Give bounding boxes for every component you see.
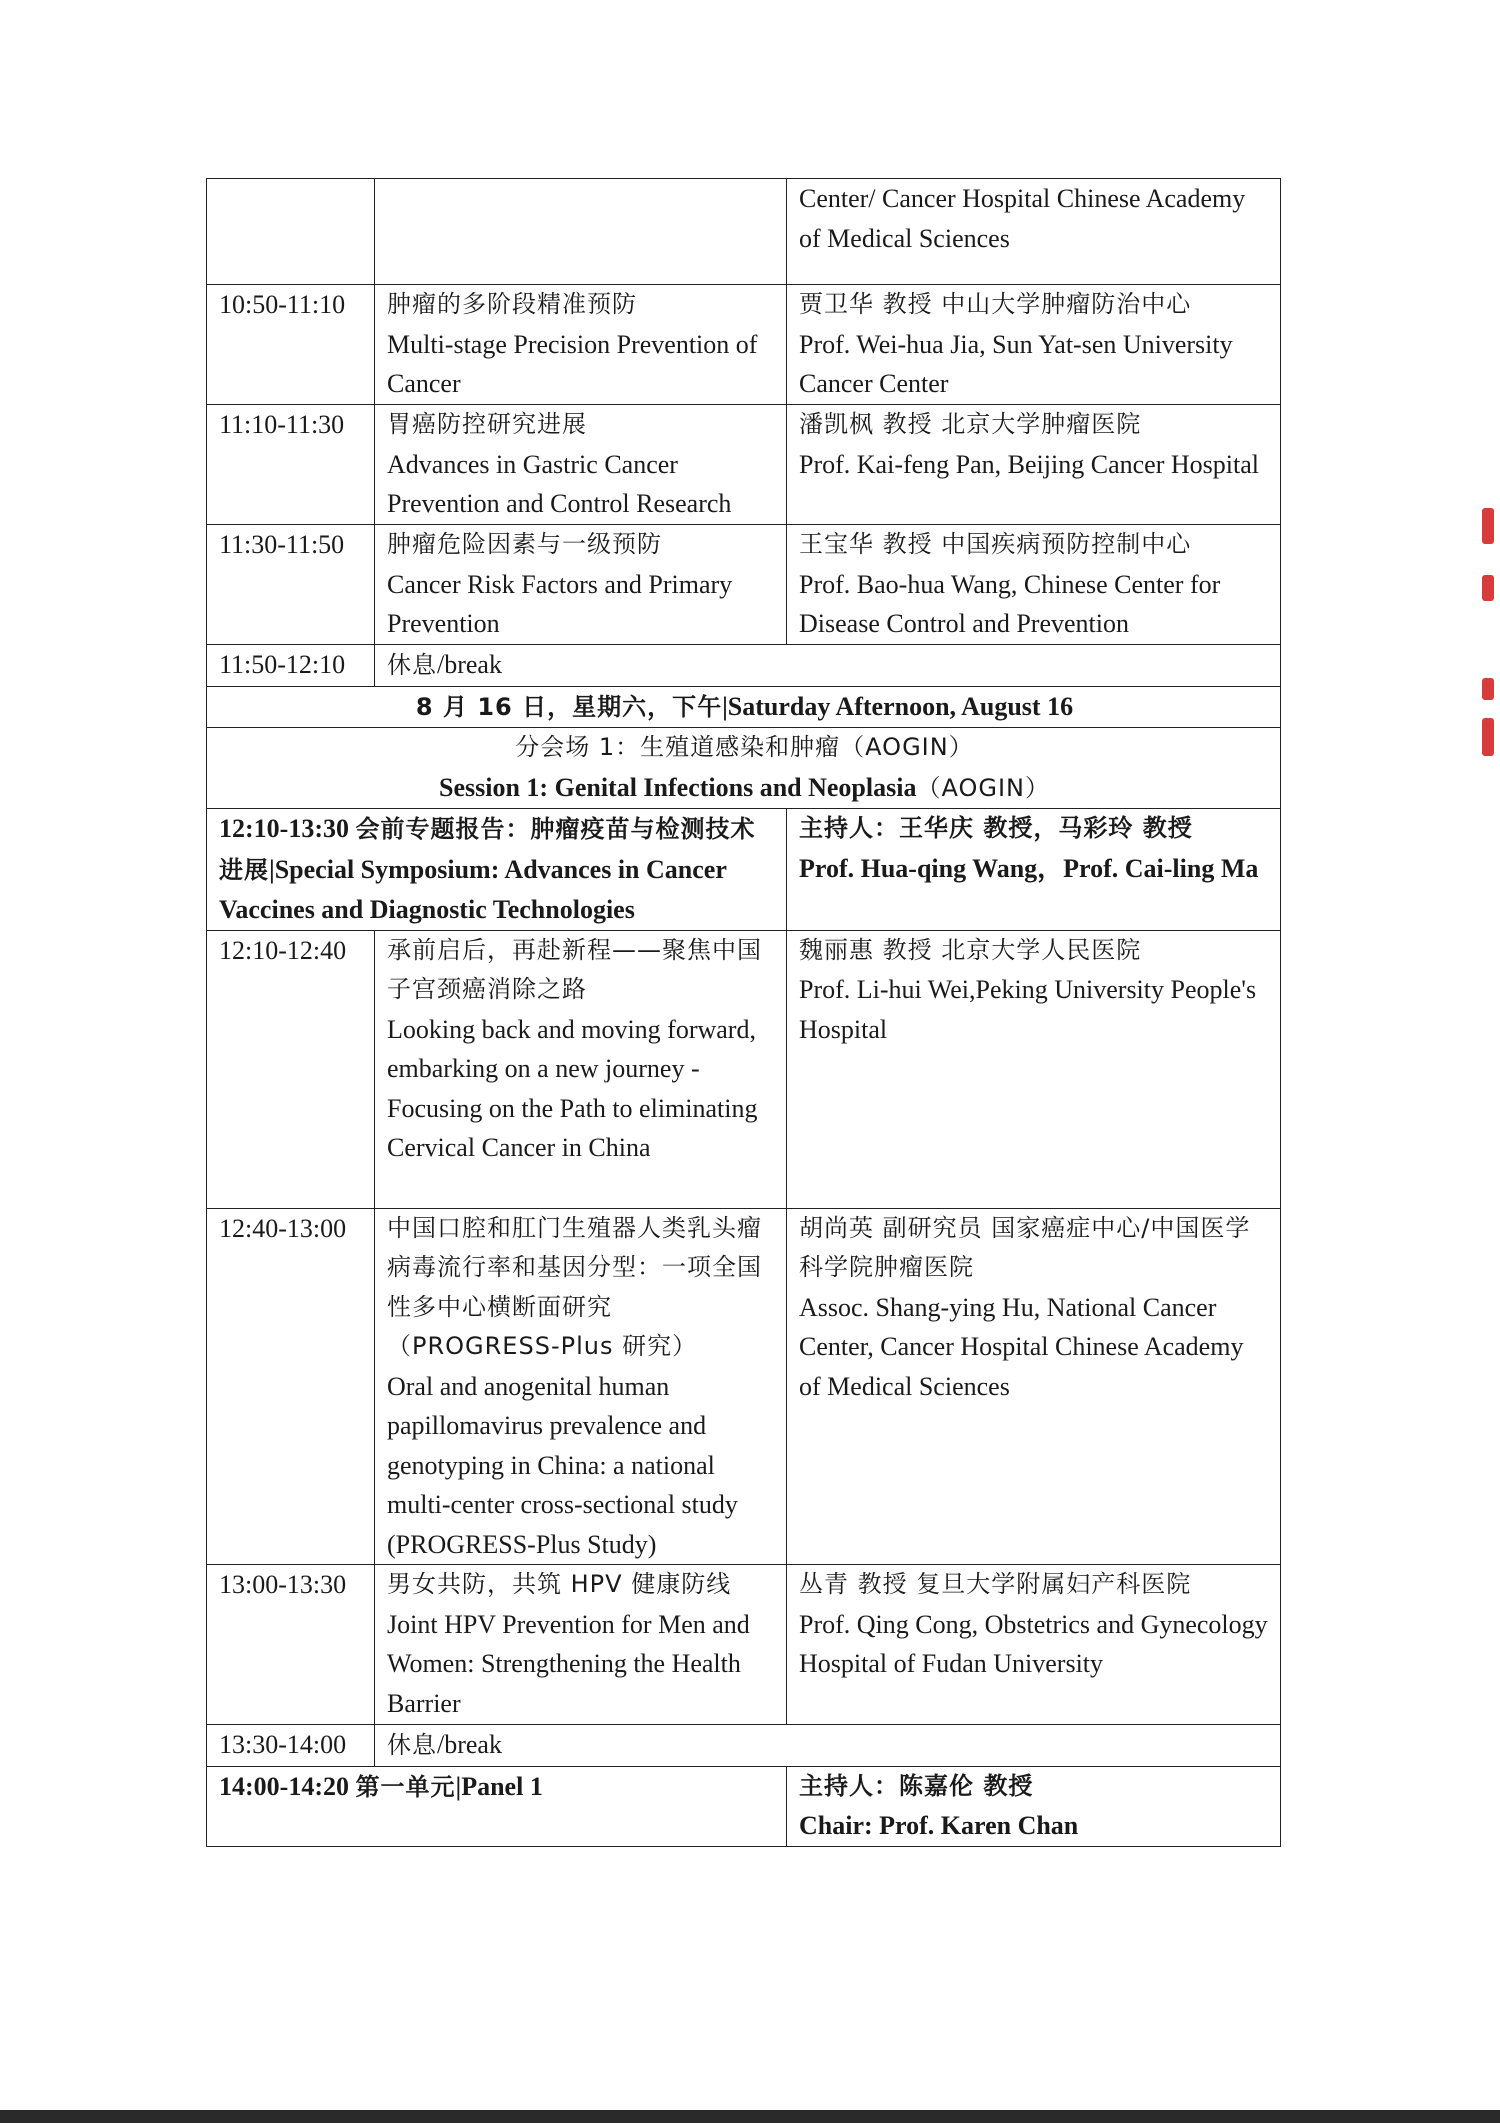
chair-zh: 主持人：王华庆 教授，马彩玲 教授 [799,814,1193,842]
speaker-zh: 丛青 教授 复旦大学附属妇产科医院 [799,1570,1192,1598]
schedule-table [206,178,1281,1847]
speaker-cell [787,285,1281,405]
session-en-suffix: （AOGIN） [916,773,1050,802]
symposium-time: 12:10-13:30 [219,814,349,843]
time-cell: 12:40-13:00 [207,1208,375,1565]
speaker-cell [787,525,1281,645]
title-en: Looking back and moving forward, embarking on a new journey - Focusing on the Path to eliminating Cervical Cancer in China [387,1014,758,1162]
table-row [207,1725,1281,1767]
time-cell: 12:10-12:40 [207,930,375,1208]
speaker-cell [787,1208,1281,1565]
day-header-zh: 8 月 16 日，星期六，下午 [415,692,723,721]
speaker-cell [787,930,1281,1208]
speaker-en: Prof. Li-hui Wei,Peking University People's Hospital [799,975,1257,1044]
title-zh: 中国口腔和肛门生殖器人类乳头瘤病毒流行率和基因分型：一项全国性多中心横断面研究 [387,1213,762,1321]
time-cell: 11:30-11:50 [207,525,375,645]
title-zh: 男女共防，共筑 HPV 健康防线 [387,1570,732,1598]
chair-en: Chair: Prof. Karen Chan [799,1811,1079,1840]
title-en: Joint HPV Prevention for Men and Women: Strengthening the Health Barrier [387,1609,750,1718]
chair-cell [787,809,1281,931]
speaker-cell [787,179,1281,285]
break-zh: 休息 [387,651,437,679]
title-en: Cancer Risk Factors and Primary Prevention [387,569,733,638]
symposium-title-zh: 会前专题报告：肿瘤疫苗与检测技术进展 [219,815,756,884]
red-stamp-fragment [1482,718,1494,756]
speaker-zh: 胡尚英 副研究员 国家癌症中心/中国医学科学院肿瘤医院 [799,1213,1251,1281]
symposium-title-en: |Special Symposium: Advances in Cancer Vaccines and Diagnostic Technologies [219,854,727,924]
table-row [207,930,1281,1208]
speaker-zh: 魏丽惠 教授 北京大学人民医院 [799,935,1142,964]
panel-time: 14:00-14:20 [219,1771,349,1801]
speaker-en: Prof. Qing Cong, Obstetrics and Gynecology Hospital of Fudan University [799,1609,1268,1678]
title-cell [375,1565,787,1725]
table-row [207,1766,1281,1846]
symposium-cell [207,809,787,931]
speaker-en: Assoc. Shang-ying Hu, National Cancer Center, Cancer Hospital Chinese Academy of Medical Sciences [799,1292,1244,1401]
speaker-zh: 潘凯枫 教授 北京大学肿瘤医院 [799,410,1142,438]
panel-cell [207,1766,787,1846]
table-row [207,179,1281,285]
table-row [207,405,1281,525]
panel-label-zh: 第一单元 [355,1772,456,1801]
table-row [207,809,1281,931]
break-en: /break [437,1730,502,1759]
table-row [207,728,1281,809]
table-row [207,686,1281,728]
title-cell [375,525,787,645]
title-zh: 肿瘤危险因素与一级预防 [387,530,662,558]
speaker-zh: 贾卫华 教授 中山大学肿瘤防治中心 [799,290,1192,318]
title-cell [375,1208,787,1565]
table-row [207,1208,1281,1565]
red-stamp-fragment [1482,508,1494,544]
title-en: Advances in Gastric Cancer Prevention and Control Research [387,449,732,518]
speaker-cell [787,1565,1281,1725]
red-stamp-fragment [1482,678,1494,700]
table-row [207,1565,1281,1725]
speaker-zh: 王宝华 教授 中国疾病预防控制中心 [799,530,1192,558]
day-header-en: |Saturday Afternoon, August 16 [722,691,1074,721]
break-cell [375,645,1281,687]
speaker-cell [787,405,1281,525]
speaker-en: Prof. Wei-hua Jia, Sun Yat-sen University Cancer Center [799,329,1233,398]
title-zh: 承前启后，再赴新程——聚焦中国子宫颈癌消除之路 [387,935,762,1003]
panel-label-en: |Panel 1 [455,1771,543,1801]
session-header [207,728,1281,809]
title-cell [375,285,787,405]
chair-zh: 主持人：陈嘉伦 教授 [799,1771,1034,1800]
day-header [207,686,1281,728]
title-zh-2: （PROGRESS-Plus 研究） [387,1332,698,1360]
title-zh: 胃癌防控研究进展 [387,410,587,438]
speaker-en: Center/ Cancer Hospital Chinese Academy of Medical Sciences [799,184,1246,253]
title-en: Multi-stage Precision Prevention of Cancer [387,329,758,398]
title-zh: 肿瘤的多阶段精准预防 [387,290,637,318]
time-cell: 10:50-11:10 [207,285,375,405]
break-en: /break [437,650,502,679]
title-cell [375,179,787,285]
table-row [207,525,1281,645]
chair-cell [787,1766,1281,1846]
time-cell: 11:50-12:10 [207,645,375,687]
speaker-en: Prof. Bao-hua Wang, Chinese Center for Disease Control and Prevention [799,569,1221,638]
session-zh: 分会场 1：生殖道感染和肿瘤（AOGIN） [515,733,974,761]
break-cell [375,1725,1281,1767]
title-cell [375,930,787,1208]
table-row [207,645,1281,687]
time-cell: 11:10-11:30 [207,405,375,525]
time-cell: 13:30-14:00 [207,1725,375,1767]
speaker-en: Prof. Kai-feng Pan, Beijing Cancer Hospital [799,449,1259,479]
title-cell [375,405,787,525]
time-cell: 13:00-13:30 [207,1565,375,1725]
red-stamp-fragment [1482,575,1494,601]
chair-en: Prof. Hua-qing Wang，Prof. Cai-ling Ma [799,853,1259,883]
time-cell [207,179,375,285]
break-zh: 休息 [387,1731,437,1759]
table-row [207,285,1281,405]
session-en: Session 1: Genital Infections and Neoplasia [439,772,917,802]
scan-bottom-edge [0,2110,1500,2123]
title-en: Oral and anogenital human papillomavirus prevalence and genotyping in China: a national multi-center cross-sectional study (PROGRESS-Plus Study) [387,1371,738,1559]
